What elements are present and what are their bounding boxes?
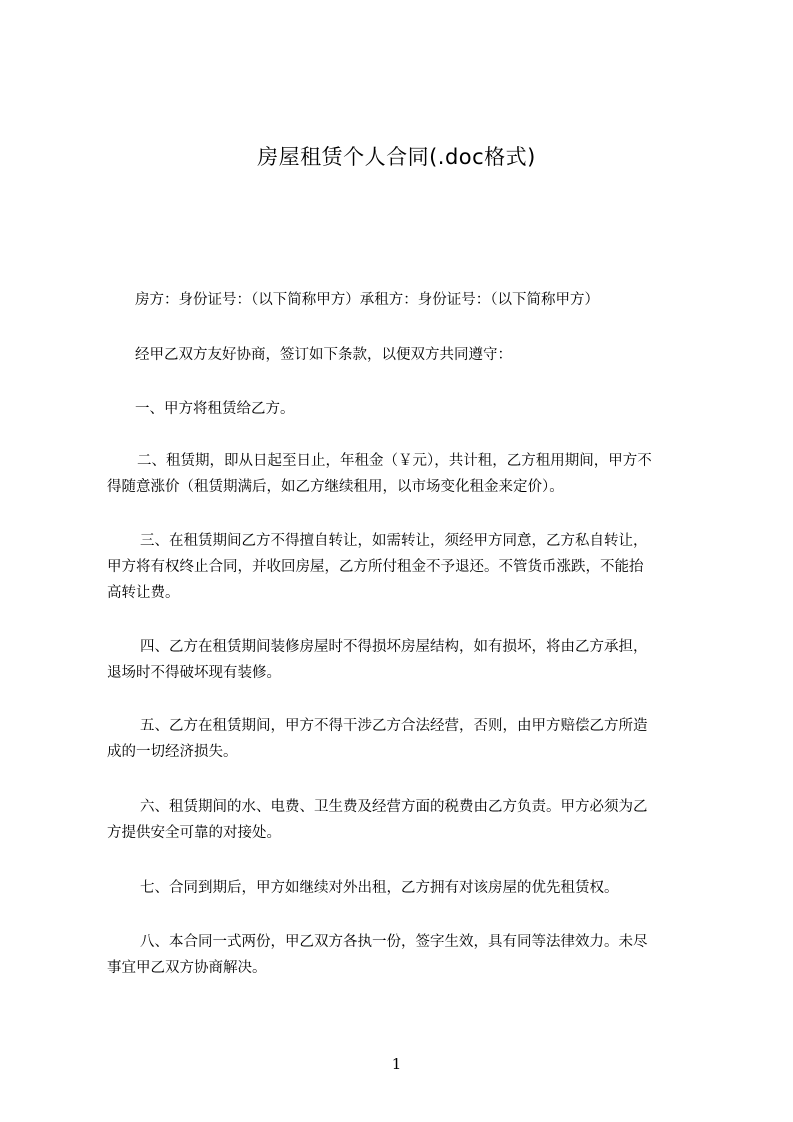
paragraph-parties bbox=[107, 287, 701, 313]
paragraph-preamble bbox=[107, 342, 701, 368]
text-line: 事宜甲乙双方协商解决。 bbox=[107, 960, 267, 976]
text-line: 三、在租赁期间乙方不得擅自转让，如需转让，须经甲方同意，乙方私自转让， bbox=[140, 533, 648, 549]
text-line: 得随意涨价（租赁期满后，如乙方继续租用，以市场变化租金来定价）。 bbox=[107, 479, 564, 495]
text-line: 八、本合同一式两份，甲乙双方各执一份，签字生效，具有同等法律效力。未尽 bbox=[140, 934, 648, 950]
paragraph-clause-1 bbox=[107, 396, 701, 422]
paragraph-clause-5 bbox=[107, 713, 701, 765]
text-line: 甲方将有权终止合同，并收回房屋，乙方所付租金不予退还。不管货币涨跌，不能抬 bbox=[107, 559, 644, 575]
text-line: 方提供安全可靠的对接处。 bbox=[107, 825, 281, 841]
text-line: 七、合同到期后，甲方如继续对外出租，乙方拥有对该房屋的优先租赁权。 bbox=[140, 880, 619, 896]
text-line: 房方：身份证号：（以下简称甲方）承租方：身份证号：（以下简称甲方） bbox=[135, 292, 599, 308]
text-line: 一、甲方将租赁给乙方。 bbox=[135, 401, 295, 417]
text-line: 经甲乙双方友好协商，签订如下条款，以便双方共同遵守： bbox=[135, 347, 512, 363]
paragraph-clause-7 bbox=[107, 875, 701, 901]
paragraph-clause-3 bbox=[107, 528, 701, 606]
paragraph-clause-2 bbox=[107, 448, 701, 500]
document-title: 房屋租赁个人合同(.doc格式) bbox=[257, 145, 536, 169]
text-line: 五、乙方在租赁期间，甲方不得干涉乙方合法经营，否则，由甲方赔偿乙方所造 bbox=[140, 718, 648, 734]
paragraph-clause-6 bbox=[107, 794, 701, 846]
text-line: 六、租赁期间的水、电费、卫生费及经营方面的税费由乙方负责。甲方必须为乙 bbox=[140, 799, 648, 815]
paragraph-clause-4 bbox=[107, 634, 701, 686]
text-line: 高转让费。 bbox=[107, 585, 180, 601]
page-number: 1 bbox=[391, 1055, 402, 1073]
text-line: 四、乙方在租赁期间装修房屋时不得损坏房屋结构，如有损坏，将由乙方承担， bbox=[140, 639, 648, 655]
paragraph-clause-8 bbox=[107, 929, 701, 981]
text-line: 二、租赁期，即从日起至日止，年租金（￥元），共计租，乙方租用期间，甲方不 bbox=[137, 453, 652, 469]
text-line: 退场时不得破坏现有装修。 bbox=[107, 665, 281, 681]
text-line: 成的一切经济损失。 bbox=[107, 744, 238, 760]
